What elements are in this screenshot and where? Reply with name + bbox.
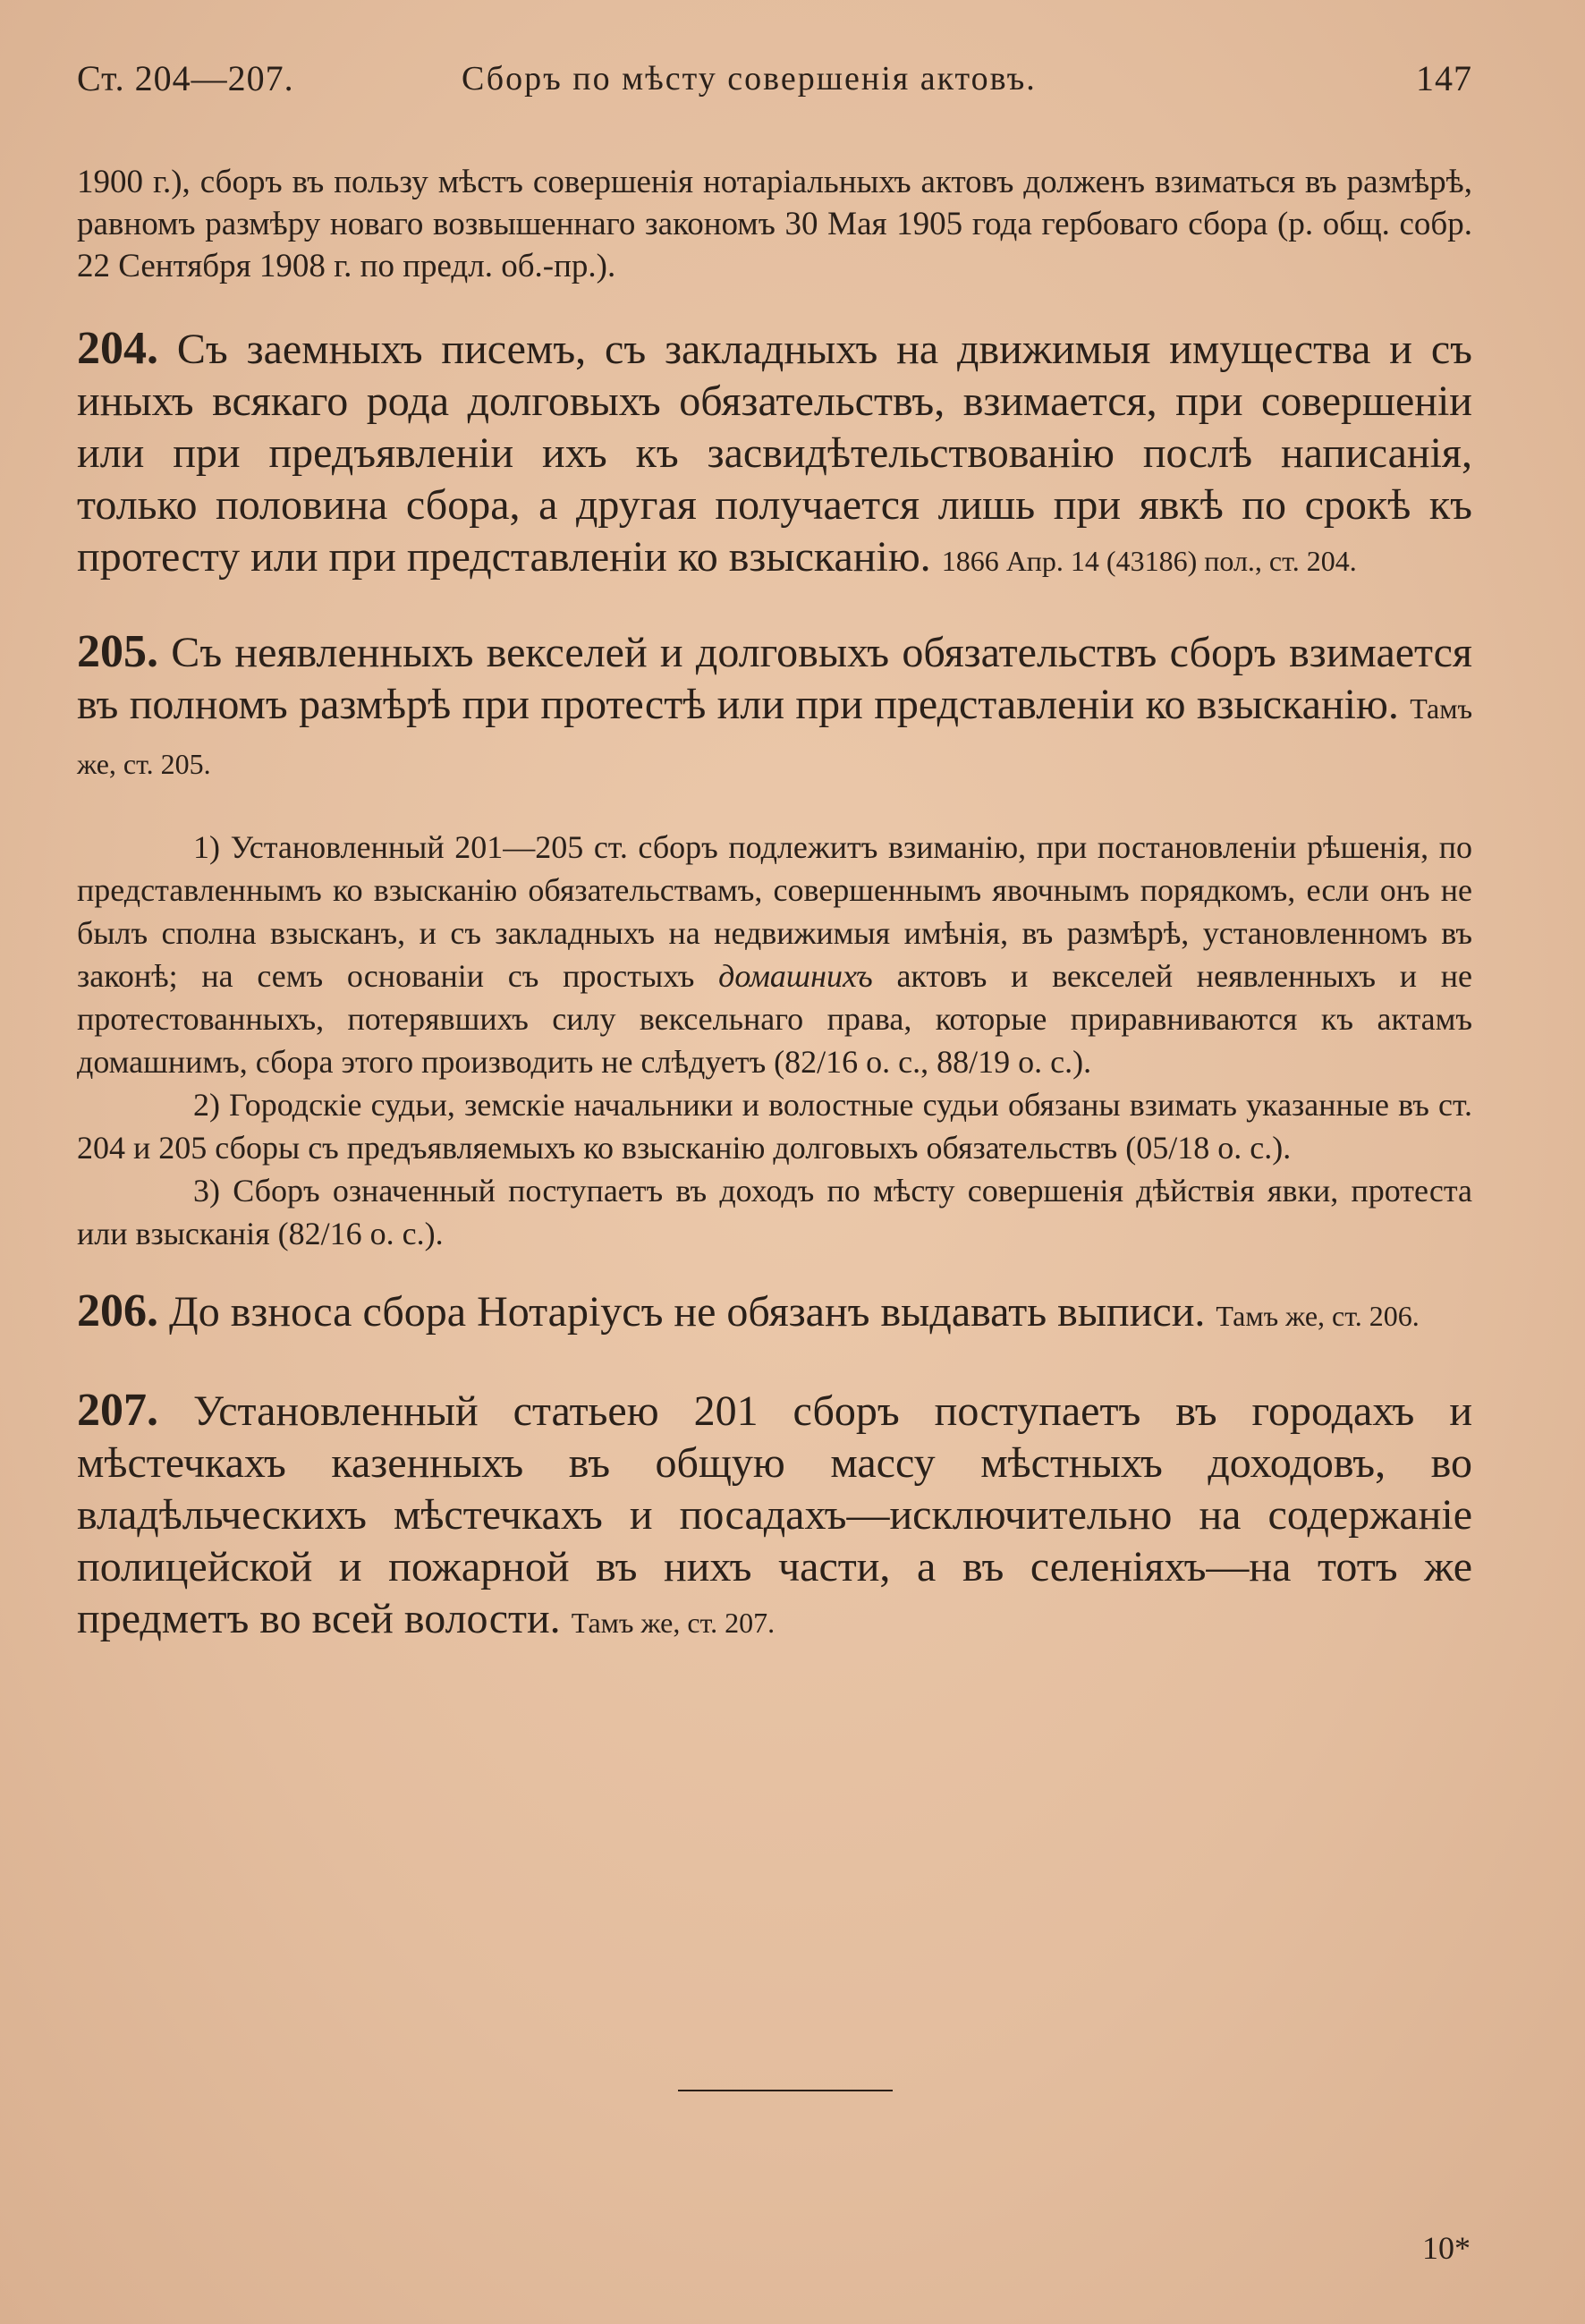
signature-mark: 10* [1422,2230,1471,2266]
article-text: Съ неявленныхъ векселей и долговыхъ обязательствъ сборъ взимается въ полномъ размѣрѣ при протестѣ или при представленіи ко взысканію. [77,629,1472,728]
page-number: 147 [1416,58,1472,98]
header-article-range: Ст. 204—207. [77,58,294,98]
note-2: 2) Городскіе судьи, земскіе начальники и волостные судьи обязаны взимать указанные въ ст. 204 и 205 сборы съ предъявляемыхъ ко взысканію долговыхъ обязательствъ (05/18 о. с.). [77,1087,1472,1166]
note-text: актовъ и векселей неявленныхъ и не протестованныхъ, потерявшихъ силу вексельнаго права, которые приравниваются къ актамъ домашнимъ, сбора этого производить не слѣдуетъ (82/16 о. с., 88/19 о. с.). [77,958,1472,1080]
article-text: До взноса сбора Нотаріусъ не обязанъ выдавать выписи. [169,1288,1206,1336]
article-reference: Тамъ же, ст. 207. [571,1607,776,1639]
end-rule [678,2090,893,2091]
note-italic-word: домашнихъ [718,958,873,994]
intro-paragraph: 1900 г.), сборъ въ пользу мѣстъ совершенія нотаріальныхъ актовъ долженъ взиматься въ размѣрѣ, равномъ размѣру новаго возвышеннаго закономъ 30 Мая 1905 года гербоваго сбора (р. общ. собр. 22 Сентября 1908 г. по предл. об.-пр.). [77,164,1472,284]
article-text: Установленный статьею 201 сборъ поступаетъ въ городахъ и мѣстечкахъ казенныхъ въ общую массу мѣстныхъ доходовъ, во владѣльческихъ мѣстечкахъ и посадахъ—исключительно на содержаніе полицейской и пожарной въ нихъ части, а въ селеніяхъ—на тотъ же предметъ во всей волости. [77,1387,1473,1642]
article-number: 205. [77,626,158,677]
article-text: Съ заемныхъ писемъ, съ закладныхъ на движимыя имущества и съ иныхъ всякаго рода долговыхъ обязательствъ, взимается, при совершеніи или при предъявленіи ихъ къ засвидѣтельствованію послѣ написанія, только половина сбора, а другая получается лишь при явкѣ по срокѣ къ протесту или при представленіи ко взысканію. [77,326,1473,581]
article-reference: 1866 Апр. 14 (43186) пол., ст. 204. [941,545,1357,577]
article-207 [77,1385,1472,1649]
article-205 [77,626,1472,790]
article-number: 206. [77,1285,158,1336]
note-3: 3) Сборъ означенный поступаетъ въ доходъ по мѣсту совершенія дѣйствія явки, протеста или взысканія (82/16 о. с.). [77,1173,1472,1251]
running-header [77,57,1472,111]
page-body [77,161,1472,1649]
article-reference: Тамъ же, ст. 205. [77,692,1472,780]
article-number: 204. [77,323,158,374]
article-206 [77,1285,1472,1342]
note-text: 1) Установленный 201—205 ст. сборъ подлежитъ взиманію, при постановленіи рѣшенія, по представленнымъ ко взысканію обязательствамъ, совершеннымъ явочнымъ порядкомъ, если онъ не былъ сполна взысканъ, и съ закладныхъ на недвижимыя имѣнія, въ размѣрѣ, установленномъ въ законѣ; на семъ основаніи съ простыхъ [77,829,1472,994]
note-1 [77,826,1472,1083]
article-number: 207. [77,1385,158,1436]
notes-block [77,826,1472,1255]
article-204 [77,323,1472,587]
header-title: Сборъ по мѣсту совершенія актовъ. [462,60,1037,98]
article-reference: Тамъ же, ст. 206. [1216,1300,1420,1332]
